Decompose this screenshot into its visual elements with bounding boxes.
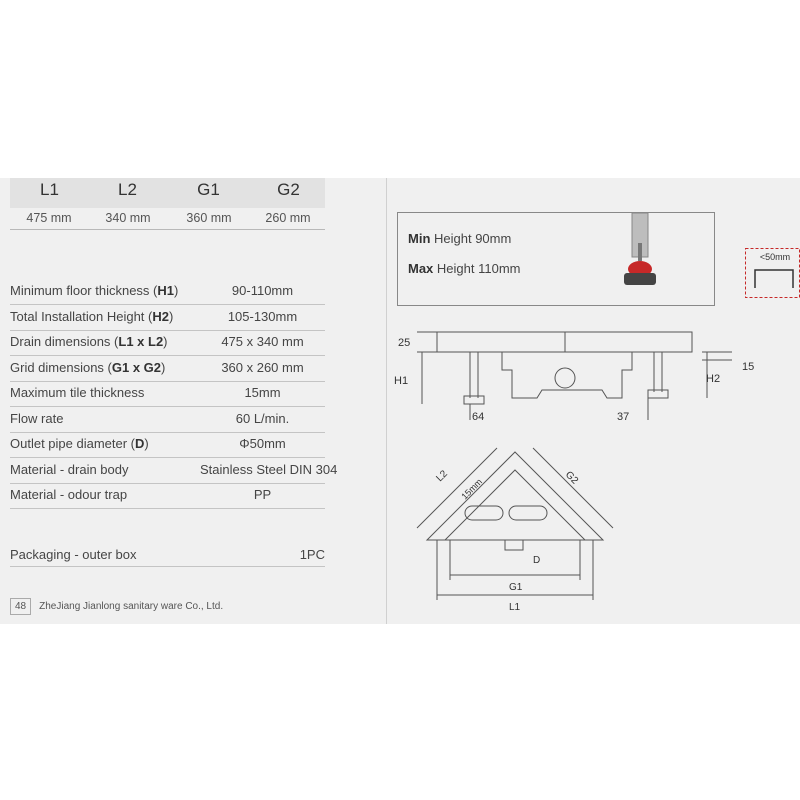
- footer: [10, 598, 223, 615]
- spec-value: PP: [253, 487, 272, 502]
- dim-l1: L1: [509, 602, 521, 613]
- dim-h2: H2: [706, 373, 721, 385]
- spec-row: [10, 356, 325, 382]
- spec-value: Stainless Steel DIN 304: [200, 462, 338, 477]
- clearance-label: <50mm: [759, 252, 791, 262]
- spec-label: Material - odour trap: [10, 487, 128, 502]
- spec-value: 60 L/min.: [235, 411, 290, 426]
- side-elevation-drawing: [392, 320, 755, 430]
- spec-row: [10, 407, 325, 433]
- spec-value: Φ50mm: [239, 436, 286, 451]
- dim-15: 15: [742, 361, 755, 373]
- spec-row: [10, 381, 325, 407]
- spec-value: 15mm: [244, 385, 281, 400]
- spec-value: 475 x 340 mm: [221, 334, 304, 349]
- packaging-value: 1PC: [299, 547, 325, 562]
- dim-64: 64: [472, 411, 485, 423]
- header-rule: [10, 229, 325, 230]
- dim-d: D: [533, 555, 541, 566]
- col-value-g2: 260 mm: [265, 211, 311, 225]
- spec-row: [10, 432, 325, 458]
- spec-label: Grid dimensions (G1 x G2): [10, 360, 166, 375]
- dim-g2: G2: [562, 469, 581, 487]
- page-number: 48: [10, 598, 31, 615]
- dim-l2: L2: [434, 468, 450, 485]
- spec-label: Outlet pipe diameter (D): [10, 436, 149, 451]
- col-header-g1: G1: [197, 180, 220, 199]
- spec-label: Minimum floor thickness (H1): [10, 283, 179, 298]
- spec-label: Maximum tile thickness: [10, 385, 145, 400]
- spec-row: [10, 279, 325, 305]
- col-header-l2: L2: [118, 180, 137, 199]
- dim-h1: H1: [394, 375, 409, 387]
- spec-row: [10, 483, 325, 509]
- dim-37: 37: [617, 411, 630, 423]
- height-info-box: [397, 212, 715, 306]
- top-view-drawing: [405, 440, 630, 615]
- spec-value: 90-110mm: [231, 283, 294, 298]
- spec-label: Total Installation Height (H2): [10, 309, 174, 324]
- packaging-label: Packaging - outer box: [10, 547, 137, 562]
- spec-value: 105-130mm: [227, 309, 298, 324]
- packaging-row: [10, 545, 325, 567]
- col-value-l1: 475 mm: [26, 211, 72, 225]
- col-value-l2: 340 mm: [105, 211, 151, 225]
- spec-row: [10, 330, 325, 356]
- col-value-g1: 360 mm: [186, 211, 232, 225]
- col-header-l1: L1: [40, 180, 59, 199]
- adjustable-foot-image: [610, 213, 670, 293]
- col-header-g2: G2: [277, 180, 300, 199]
- divider: [386, 178, 387, 624]
- dim-25: 25: [398, 337, 411, 349]
- spec-label: Drain dimensions (L1 x L2): [10, 334, 168, 349]
- spec-label: Flow rate: [10, 411, 64, 426]
- max-height-text: Max Height 110mm: [408, 261, 521, 276]
- dim-15mm: 15mm: [459, 476, 485, 502]
- spec-row: [10, 458, 338, 484]
- tile-clearance-detail: [745, 248, 800, 298]
- spec-label: Material - drain body: [10, 462, 129, 477]
- spec-row: [10, 305, 325, 331]
- spec-value: 360 x 260 mm: [221, 360, 304, 375]
- company-name: ZheJiang Jianlong sanitary ware Co., Ltd.: [39, 601, 224, 612]
- min-height-text: Min Height 90mm: [408, 231, 512, 246]
- dim-g1: G1: [509, 582, 523, 593]
